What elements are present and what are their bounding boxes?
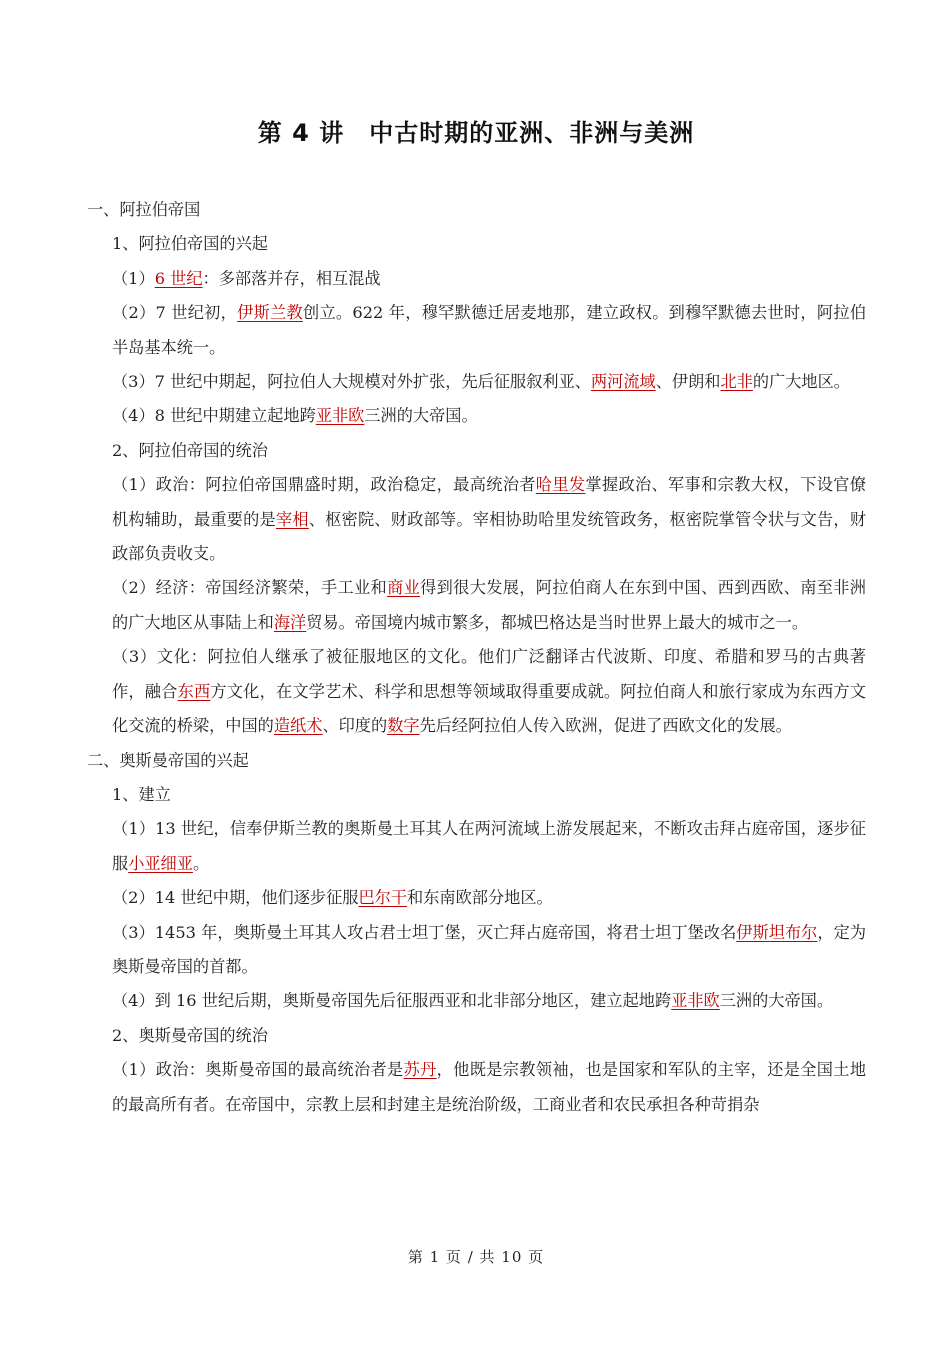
highlight-term: 哈里发 [535,475,586,495]
text-run: 、印度的 [322,716,388,736]
paragraph [0,296,952,365]
highlight-term: 亚非欧 [315,406,365,426]
highlight-term: 海洋 [273,612,307,632]
paragraph [0,262,952,296]
text-run: （4）8 世纪中期建立起地跨 [112,406,316,426]
section-heading: 二、奥斯曼帝国的兴起 [87,750,249,770]
highlight-term: 小亚细亚 [128,853,193,873]
text-run: 掌握政治、军事和宗教大权，下设官僚机构辅助，最重要的是 [112,475,866,529]
text-run: （2）14 世纪中期，他们逐步征服 [112,888,359,908]
subsection-heading: 2、阿拉伯帝国的统治 [112,440,268,460]
highlight-term: 造纸术 [273,716,323,736]
text-run: （4）到 16 世纪后期，奥斯曼帝国先后征服西亚和北非部分地区，建立起地跨 [112,991,672,1011]
text-run: 方文化，在文学艺术、科学和思想等领域取得重要成就。阿拉伯商人和旅行家成为东西方文化交流的桥梁，中国的 [112,681,867,736]
text-run: 和东南欧部分地区。 [407,888,553,908]
text-run: 、伊朗和 [655,372,721,392]
text-run: 先后经阿拉伯人传入欧洲，促进了西欧文化的发展。 [419,716,792,736]
text-run: 创立。622 年，穆罕默德迁居麦地那，建立政权。到穆罕默德去世时，阿拉伯半岛基本统一。 [112,303,867,357]
subsection-heading: 1、建立 [112,784,171,804]
document-body [0,193,952,1122]
highlight-term: 商业 [387,578,421,598]
text-run: 的广大地区。 [752,372,850,392]
highlight-term: 巴尔干 [358,888,408,908]
paragraph [0,916,952,985]
text-run: 三洲的大帝国。 [364,406,478,426]
highlight-term: 亚非欧 [671,991,720,1011]
highlight-term: 伊斯兰教 [237,303,303,323]
text-run: 。 [192,853,210,873]
text-run: 得到很大发展，阿拉伯商人在东到中国、西到西欧、南至非洲的广大地区从事陆上和 [112,578,866,632]
text-run: （1）政治：奥斯曼帝国的最高统治者是 [112,1060,404,1080]
text-run: （2）经济：帝国经济繁荣，手工业和 [112,578,388,598]
paragraph [0,571,952,640]
text-run: 、枢密院、财政部等。宰相协助哈里发统管政务，枢密院掌管令状与文告，财政部负责收支。 [112,509,867,564]
highlight-term: 两河流域 [591,372,656,392]
highlight-term: 数字 [387,716,420,736]
text-run: ，他既是宗教领袖，也是国家和军队的主宰，还是全国土地的最高所有者。在帝国中，宗教上层和封建主是统治阶级，工商业者和农民承担各种苛捐杂 [112,1060,867,1114]
paragraph [0,399,952,433]
page-footer: 第 1 页 / 共 10 页 [407,1248,545,1266]
page-title: 第 4 讲 中古时期的亚洲、非洲与美洲 [257,119,695,147]
paragraph [0,881,952,915]
text-run: （1）13 世纪，信奉伊斯兰教的奥斯曼土耳其人在两河流域上游发展起来，不断攻击拜占庭帝国，逐步征服 [112,819,866,873]
paragraph [0,812,952,881]
highlight-term: 6 世纪 [154,268,203,288]
paragraph [0,468,952,571]
subsection-heading: 2、奥斯曼帝国的统治 [112,1025,268,1045]
paragraph [0,984,952,1018]
text-run: ，定为奥斯曼帝国的首都。 [112,922,867,976]
text-run: （1）政治：阿拉伯帝国鼎盛时期，政治稳定，最高统治者 [112,475,536,495]
text-run: 贸易。帝国境内城市繁多，都城巴格达是当时世界上最大的城市之一。 [306,612,809,632]
text-run: （1） [112,268,155,288]
highlight-term: 东西 [177,681,211,701]
subsection-heading: 1、阿拉伯帝国的兴起 [112,234,268,254]
text-run: ：多部落并存，相互混战 [202,268,381,288]
section-heading: 一、阿拉伯帝国 [87,200,201,219]
text-run: （3）1453 年，奥斯曼土耳其人攻占君士坦丁堡，灭亡拜占庭帝国，将君士坦丁堡改名 [112,922,737,942]
highlight-term: 伊斯坦布尔 [736,922,818,942]
text-run: 三洲的大帝国。 [719,991,834,1011]
text-run: （3）文化：阿拉伯人继承了被征服地区的文化。他们广泛翻译古代波斯、印度、希腊和罗马的古典著作，融合 [112,647,866,701]
paragraph [0,640,952,743]
highlight-term: 苏丹 [403,1060,437,1080]
paragraph [0,1053,952,1122]
highlight-term: 宰相 [275,509,309,529]
text-run: （2）7 世纪初， [112,303,238,323]
text-run: （3）7 世纪中期起，阿拉伯人大规模对外扩张，先后征服叙利亚、 [112,372,591,392]
paragraph [0,365,952,399]
highlight-term: 北非 [720,372,753,392]
